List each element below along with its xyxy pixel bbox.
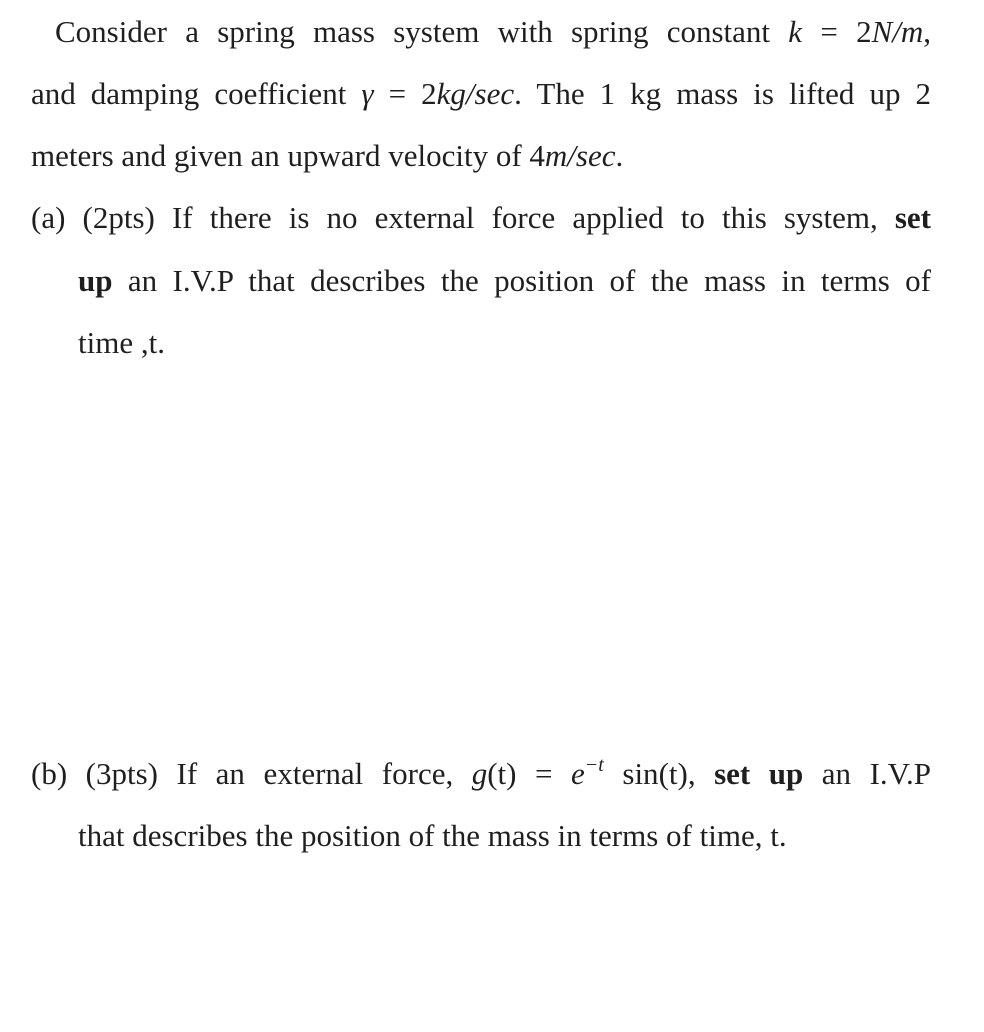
- intro-line-2: [31, 74, 931, 114]
- damping-value: 2: [421, 76, 437, 111]
- damping-unit: kg/sec: [436, 76, 515, 111]
- part-b-bold-up: up: [768, 756, 804, 791]
- punctuation: ,: [687, 756, 715, 791]
- equals-sign: =: [516, 756, 572, 791]
- equals-sign: =: [802, 14, 857, 49]
- part-a-text: time ,t.: [78, 325, 165, 360]
- part-b-text: (b) (3pts) If an external force,: [31, 756, 472, 791]
- part-a-text: an I.V.P that describes the position of the mass in terms of: [112, 263, 931, 298]
- punctuation: .: [615, 138, 624, 173]
- part-a-bold-up: up: [78, 263, 113, 298]
- part-b-text: an I.V.P: [803, 756, 932, 791]
- part-a-line-1: [31, 198, 931, 238]
- sin-function: sin: [603, 756, 659, 791]
- punctuation: ,: [923, 14, 931, 49]
- intro-text: . The 1 kg mass is lifted up 2: [514, 76, 932, 111]
- force-function-symbol: g: [471, 756, 488, 791]
- part-b-line-1: [31, 754, 931, 794]
- force-function-arg: (t): [487, 756, 517, 791]
- intro-text: Consider a spring mass system with spring constant: [55, 14, 789, 49]
- intro-text: meters and given an upward velocity of: [31, 138, 530, 173]
- part-b-line-2: [78, 816, 787, 856]
- intro-line-3: [31, 136, 623, 176]
- sin-arg: (t): [658, 756, 688, 791]
- part-a-line-2: [78, 261, 931, 301]
- exp-exponent: −t: [584, 753, 604, 776]
- exp-base: e: [571, 756, 585, 791]
- spring-constant-value: 2: [856, 14, 872, 49]
- velocity-unit: m/sec: [544, 138, 616, 173]
- part-a-bold-set: set: [894, 200, 931, 235]
- damping-symbol: γ: [361, 76, 374, 111]
- part-b-text: that describes the position of the mass in terms of time, t.: [78, 818, 787, 853]
- intro-text: and damping coefficient: [31, 76, 362, 111]
- intro-line-1: [55, 12, 931, 52]
- part-a-line-3: [78, 323, 165, 363]
- spring-constant-symbol: k: [788, 14, 803, 49]
- part-b-bold-set: set: [714, 756, 751, 791]
- part-a-text: (a) (2pts) If there is no external force applied to this system,: [31, 200, 895, 235]
- spring-constant-unit: N/m: [871, 14, 924, 49]
- equals-sign: =: [373, 76, 422, 111]
- velocity-value: 4: [529, 138, 545, 173]
